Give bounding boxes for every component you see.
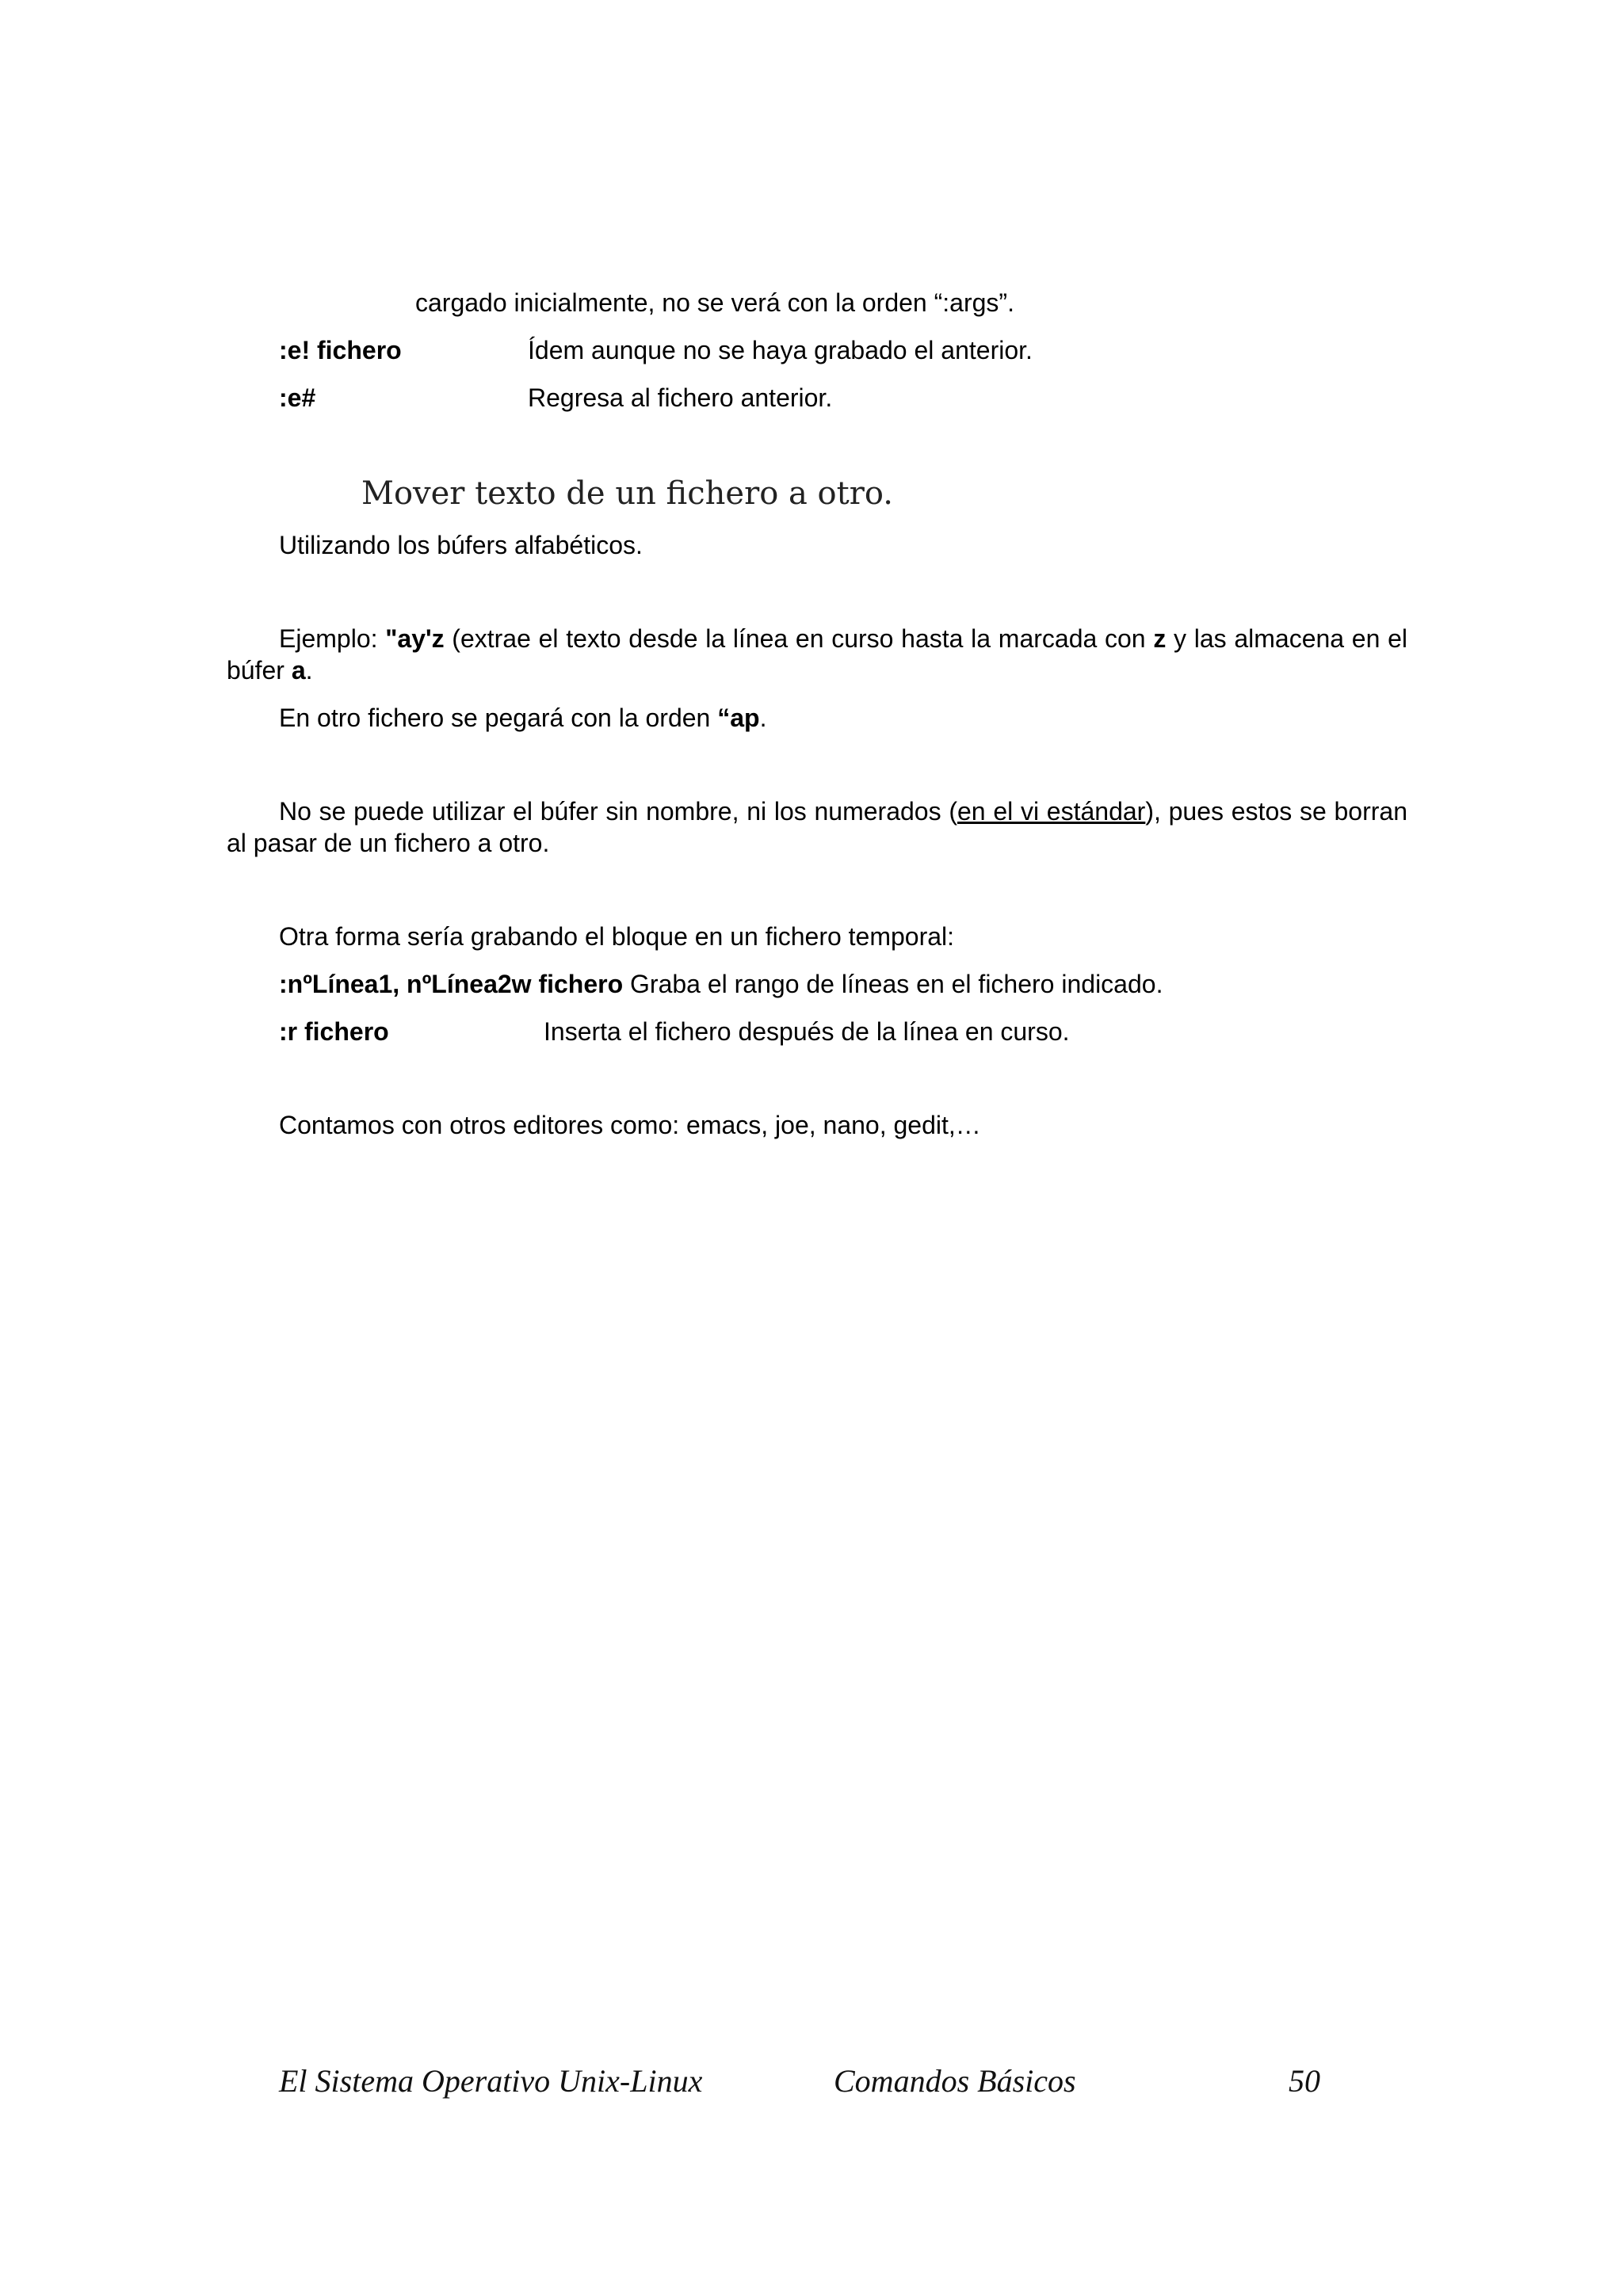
command-description: Graba el rango de líneas en el fichero indicado.	[623, 970, 1163, 998]
closing-line: Contamos con otros editores como: emacs, joe, nano, gedit,…	[279, 1111, 981, 1139]
continuation-line: cargado inicialmente, no se verá con la orden “:args”.	[415, 288, 1014, 317]
command-e-bang-description: Ídem aunque no se haya grabado el anterior.	[528, 336, 1033, 364]
command-name: :r fichero	[279, 1017, 389, 1046]
paste-suffix: .	[759, 704, 767, 732]
example-code: "ay'z	[385, 624, 445, 653]
note-paragraph	[227, 795, 1407, 859]
command-name: :e! fichero	[279, 336, 402, 364]
alt-intro-line: Otra forma sería grabando el bloque en un fichero temporal:	[279, 922, 955, 951]
command-name: :nºLínea1, nºLínea2w fichero	[279, 970, 624, 998]
example-prefix: Ejemplo:	[279, 624, 386, 653]
paste-code: “ap	[717, 704, 760, 732]
note-text-1: No se puede utilizar el búfer sin nombre, ni los numerados (	[279, 797, 957, 826]
command-read	[279, 1016, 389, 1047]
command-e-hash	[279, 382, 315, 414]
paste-line	[279, 702, 766, 734]
example-buffer: a	[291, 656, 306, 685]
command-write-range	[279, 968, 1163, 1000]
command-read-description: Inserta el fichero después de la línea en curso.	[544, 1017, 1070, 1046]
note-text-2: ), pues estos se borran al pasar de un fichero a otro.	[227, 797, 1408, 857]
intro-line: Utilizando los búfers alfabéticos.	[279, 531, 643, 559]
example-paragraph	[227, 623, 1407, 686]
example-text-1: (extrae el texto desde la línea en curso hasta la marcada con	[444, 624, 1154, 653]
command-e-hash-description: Regresa al fichero anterior.	[528, 383, 833, 412]
footer-chapter: Comandos Básicos	[834, 2063, 1076, 2099]
footer-book-title: El Sistema Operativo Unix-Linux	[279, 2063, 703, 2099]
example-mark: z	[1153, 624, 1167, 653]
command-e-bang	[279, 334, 402, 366]
section-title: Mover texto de un fichero a otro.	[361, 475, 893, 512]
paste-prefix: En otro fichero se pegará con la orden	[279, 704, 718, 732]
footer-page-number: 50	[1289, 2063, 1320, 2099]
example-text-2: y las almacena en el búfer	[227, 624, 1408, 685]
note-underlined: en el vi estándar	[957, 797, 1146, 826]
command-name: :e#	[279, 383, 316, 412]
example-text-3: .	[305, 656, 313, 685]
